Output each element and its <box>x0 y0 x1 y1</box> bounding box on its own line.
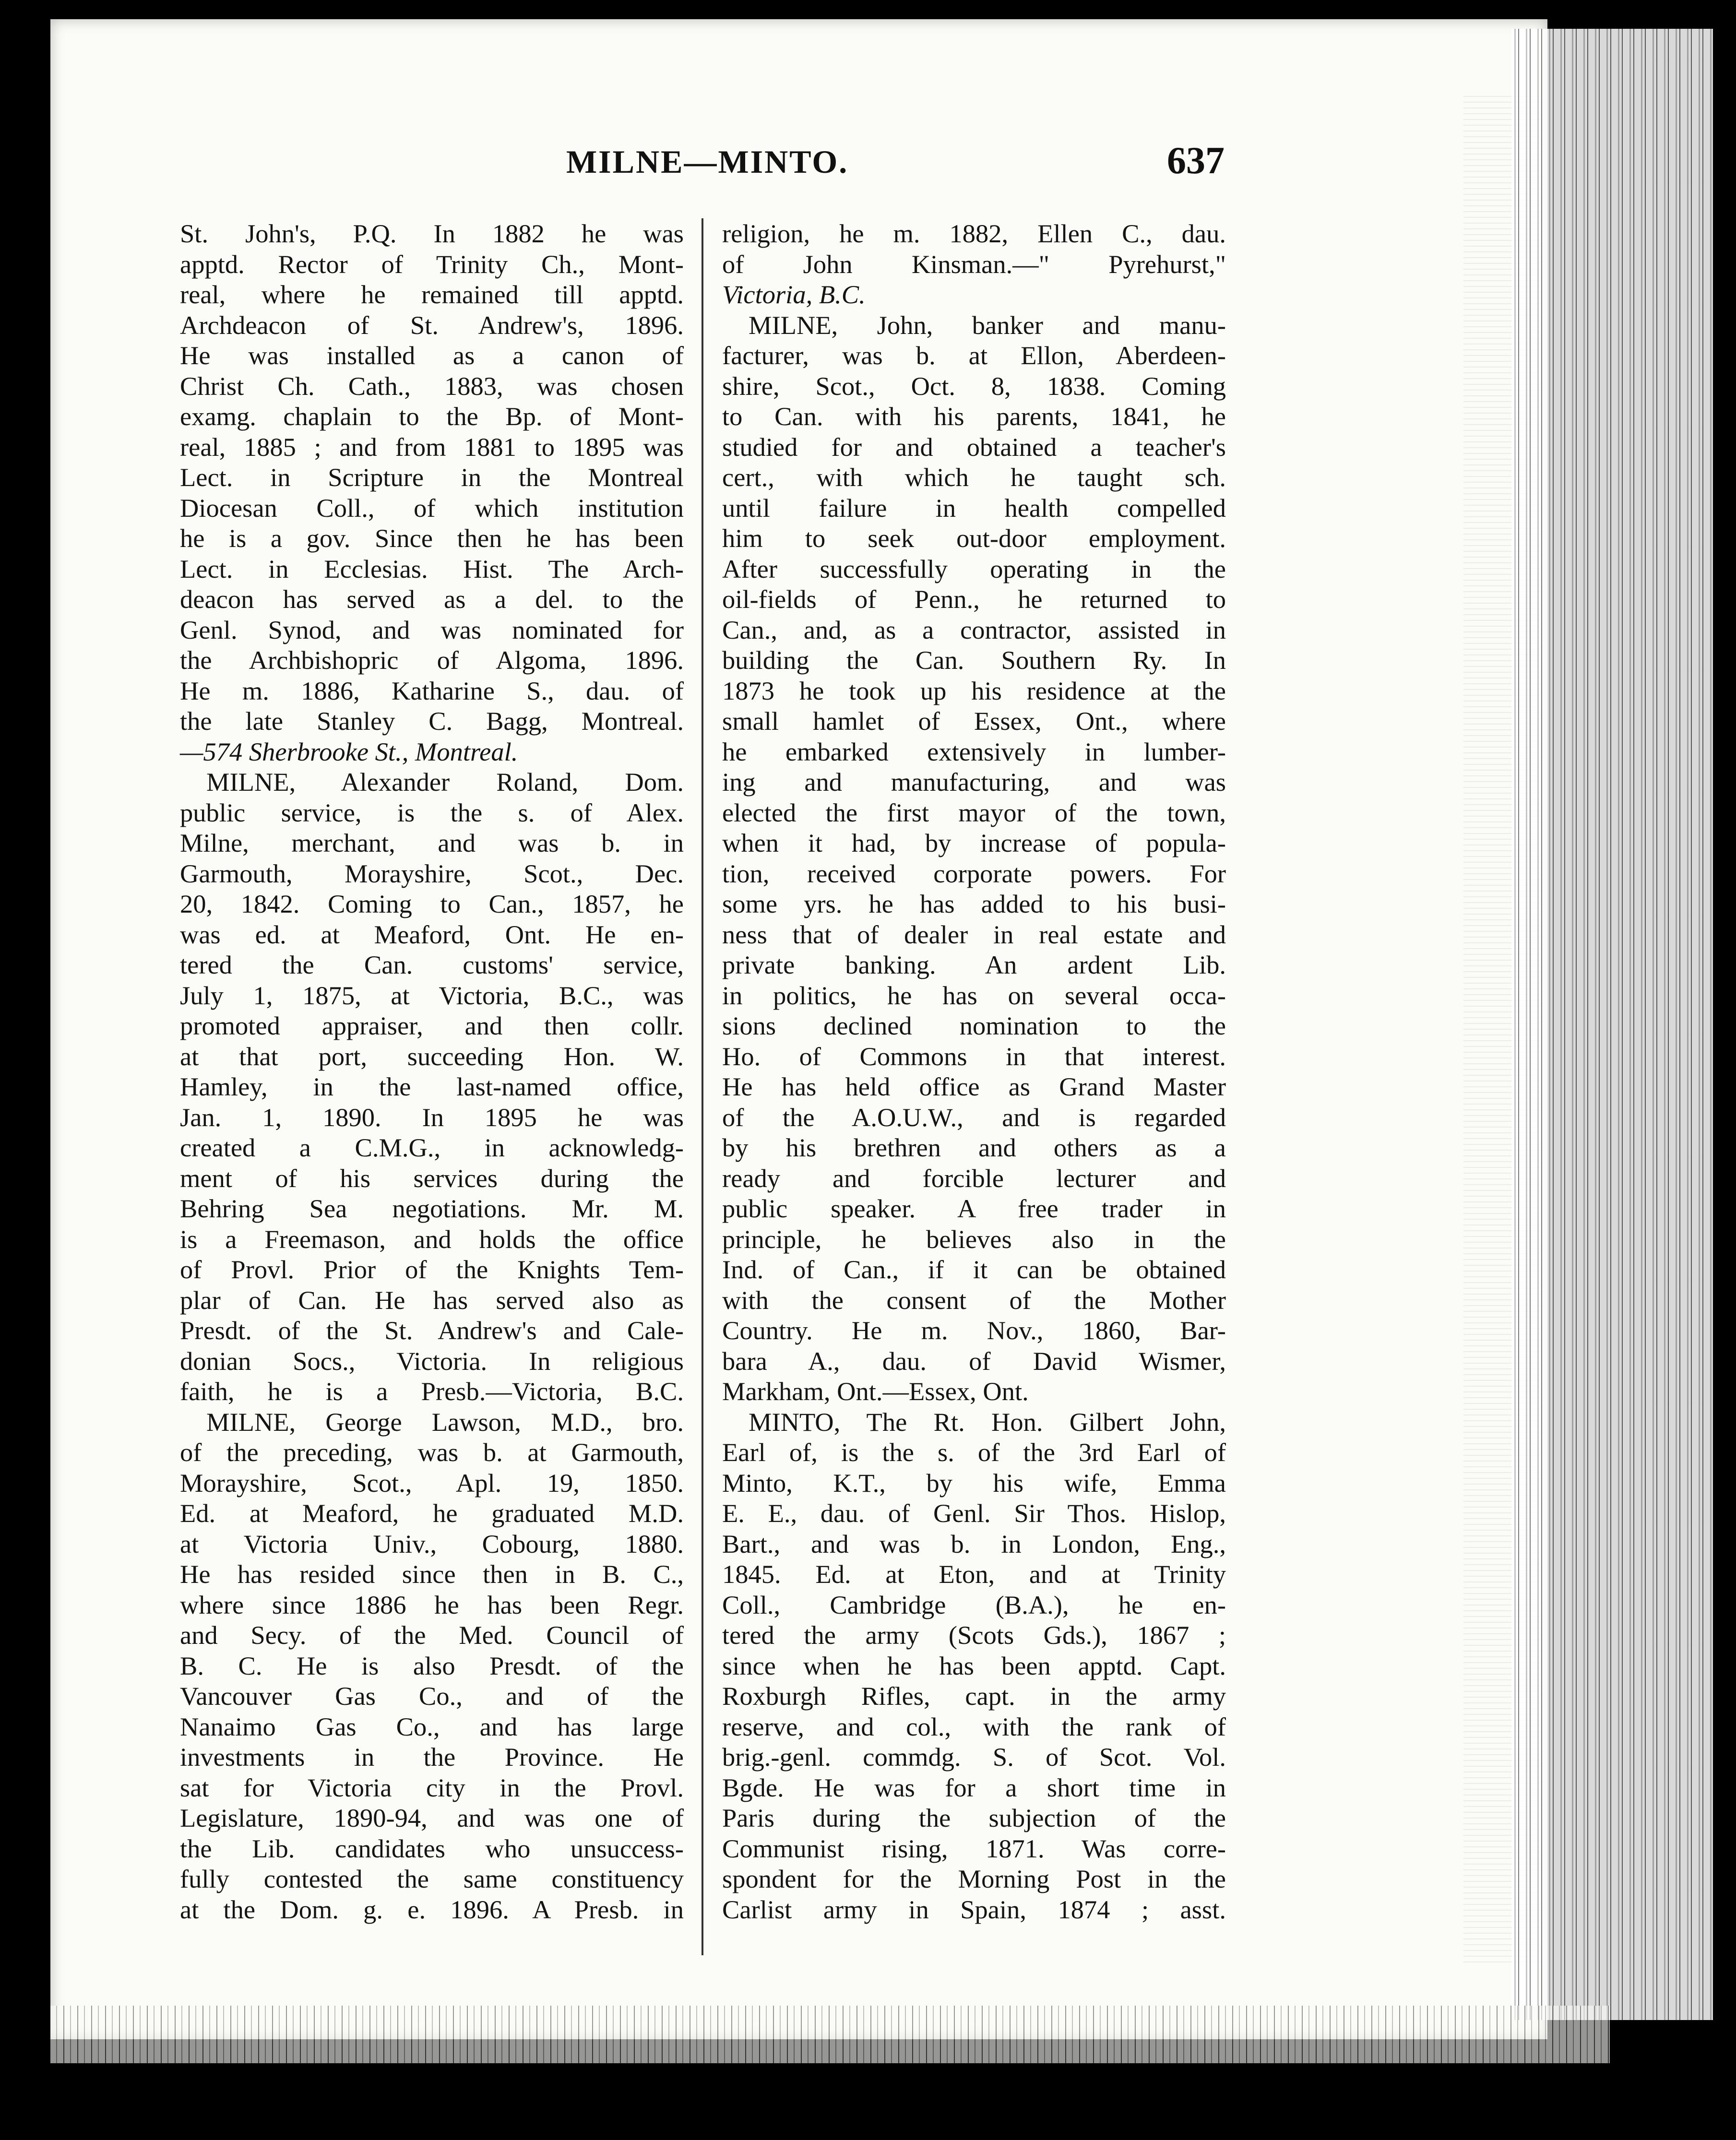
right-column-line: Ho. of Commons in that interest. <box>722 1041 1226 1071</box>
left-column-line: Archdeacon of St. Andrew's, 1896. <box>180 310 684 340</box>
right-column-line: public speaker. A free trader in <box>722 1194 1226 1223</box>
left-column-line: sat for Victoria city in the Provl. <box>180 1772 684 1802</box>
left-column-line: examg. chaplain to the Bp. of Mont- <box>180 402 684 431</box>
right-column-line: principle, he believes also in the <box>722 1224 1226 1254</box>
right-column-line: ness that of dealer in real estate and <box>722 919 1226 949</box>
left-column-line: —574 Sherbrooke St., Montreal. <box>180 737 518 766</box>
left-column-line: St. John's, P.Q. In 1882 he was <box>180 219 684 248</box>
right-column-line: building the Can. Southern Ry. In <box>722 645 1226 675</box>
right-column-line: some yrs. he has added to his busi- <box>722 889 1226 918</box>
left-column-line: Christ Ch. Cath., 1883, was chosen <box>180 371 684 401</box>
left-column-line: Vancouver Gas Co., and of the <box>180 1681 684 1711</box>
right-column-line: him to seek out-door employment. <box>722 523 1226 553</box>
left-column-line: Milne, merchant, and was b. in <box>180 828 684 857</box>
right-column-line: reserve, and col., with the rank of <box>722 1712 1226 1741</box>
running-head: MILNE—MINTO. <box>566 143 849 180</box>
right-column-line: by his brethren and others as a <box>722 1133 1226 1162</box>
right-column-line: Coll., Cambridge (B.A.), he en- <box>722 1590 1226 1619</box>
right-column-line: until failure in health compelled <box>722 493 1226 523</box>
left-column-line: is a Freemason, and holds the office <box>180 1224 684 1254</box>
left-column-line: Lect. in Scripture in the Montreal <box>180 463 684 492</box>
left-column-line: Garmouth, Morayshire, Scot., Dec. <box>180 858 684 888</box>
page-edge-stack <box>1511 29 1713 2020</box>
right-column-line: small hamlet of Essex, Ont., where <box>722 706 1226 736</box>
left-column-line: faith, he is a Presb.—Victoria, B.C. <box>180 1377 684 1406</box>
right-column-line: Minto, K.T., by his wife, Emma <box>722 1468 1226 1498</box>
left-column-line: He has resided since then in B. C., <box>180 1559 684 1589</box>
right-column-line: Can., and, as a contractor, assisted in <box>722 615 1226 644</box>
left-column-line: B. C. He is also Presdt. of the <box>180 1651 684 1680</box>
right-column-line: facturer, was b. at Ellon, Aberdeen- <box>722 341 1226 370</box>
left-column-line: Jan. 1, 1890. In 1895 he was <box>180 1102 684 1132</box>
left-column-line: July 1, 1875, at Victoria, B.C., was <box>180 980 684 1010</box>
right-column-line: Bart., and was b. in London, Eng., <box>722 1529 1226 1558</box>
right-column-line: sions declined nomination to the <box>722 1011 1226 1040</box>
left-column-line: He m. 1886, Katharine S., dau. of <box>180 676 684 705</box>
left-column-line: MILNE, Alexander Roland, Dom. <box>206 767 684 797</box>
right-column-line: ing and manufacturing, and was <box>722 767 1226 797</box>
left-column-line: deacon has served as a del. to the <box>180 584 684 614</box>
left-column-line: donian Socs., Victoria. In religious <box>180 1346 684 1376</box>
right-column-line: since when he has been apptd. Capt. <box>722 1651 1226 1680</box>
left-column-line: the Archbishopric of Algoma, 1896. <box>180 645 684 675</box>
right-column-line: Victoria, B.C. <box>722 280 866 309</box>
left-column-line: apptd. Rector of Trinity Ch., Mont- <box>180 249 684 279</box>
right-column-line: to Can. with his parents, 1841, he <box>722 402 1226 431</box>
right-column-line: tion, received corporate powers. For <box>722 858 1226 888</box>
left-column-line: created a C.M.G., in acknowledg- <box>180 1133 684 1162</box>
left-column-line: of Provl. Prior of the Knights Tem- <box>180 1255 684 1284</box>
right-column-line: MILNE, John, banker and manu- <box>749 310 1226 340</box>
right-column-line: studied for and obtained a teacher's <box>722 432 1226 462</box>
right-column-line: when it had, by increase of popula- <box>722 828 1226 857</box>
left-column-line: at Victoria Univ., Cobourg, 1880. <box>180 1529 684 1558</box>
page-number: 637 <box>1167 140 1225 182</box>
right-column-line: bara A., dau. of David Wismer, <box>722 1346 1226 1376</box>
right-column-line: Roxburgh Rifles, capt. in the army <box>722 1681 1226 1711</box>
left-column <box>180 218 684 1925</box>
left-column-line: tered the Can. customs' service, <box>180 950 684 979</box>
right-column-line: cert., with which he taught sch. <box>722 463 1226 492</box>
right-column-line: with the consent of the Mother <box>722 1285 1226 1315</box>
right-column-line: He has held office as Grand Master <box>722 1072 1226 1101</box>
left-column-line: and Secy. of the Med. Council of <box>180 1620 684 1650</box>
right-column-line: tered the army (Scots Gds.), 1867 ; <box>722 1620 1226 1650</box>
column-rule <box>702 218 703 1955</box>
right-column-line: After successfully operating in the <box>722 554 1226 583</box>
left-column-line: Ed. at Meaford, he graduated M.D. <box>180 1498 684 1528</box>
left-column-line: 20, 1842. Coming to Can., 1857, he <box>180 889 684 918</box>
left-column-line: was ed. at Meaford, Ont. He en- <box>180 919 684 949</box>
left-column-line: the late Stanley C. Bagg, Montreal. <box>180 706 684 736</box>
right-column-line: of the A.O.U.W., and is regarded <box>722 1102 1226 1132</box>
left-column-line: public service, is the s. of Alex. <box>180 797 684 827</box>
left-column-line: Presdt. of the St. Andrew's and Cale- <box>180 1316 684 1345</box>
left-column-line: Hamley, in the last-named office, <box>180 1072 684 1101</box>
right-column-line: Bgde. He was for a short time in <box>722 1772 1226 1802</box>
right-column-line: ready and forcible lecturer and <box>722 1163 1226 1193</box>
left-column-line: at the Dom. g. e. 1896. A Presb. in <box>180 1894 684 1924</box>
left-column-line: Lect. in Ecclesias. Hist. The Arch- <box>180 554 684 583</box>
right-column-line: Carlist army in Spain, 1874 ; asst. <box>722 1894 1226 1924</box>
left-column-line: Diocesan Coll., of which institution <box>180 493 684 523</box>
left-column-line: real, 1885 ; and from 1881 to 1895 was <box>180 432 684 462</box>
left-column-line: real, where he remained till apptd. <box>180 280 684 309</box>
left-column-line: Behring Sea negotiations. Mr. M. <box>180 1194 684 1223</box>
right-column-line: Earl of, is the s. of the 3rd Earl of <box>722 1438 1226 1467</box>
right-column-line: Country. He m. Nov., 1860, Bar- <box>722 1316 1226 1345</box>
left-column-line: investments in the Province. He <box>180 1742 684 1771</box>
left-column-line: where since 1886 he has been Regr. <box>180 1590 684 1619</box>
left-column-line: Legislature, 1890-94, and was one of <box>180 1803 684 1832</box>
right-column-line: shire, Scot., Oct. 8, 1838. Coming <box>722 371 1226 401</box>
right-column-line: MINTO, The Rt. Hon. Gilbert John, <box>749 1407 1226 1437</box>
left-column-line: Morayshire, Scot., Apl. 19, 1850. <box>180 1468 684 1498</box>
left-column-line: promoted appraiser, and then collr. <box>180 1011 684 1040</box>
right-column-line: in politics, he has on several occa- <box>722 980 1226 1010</box>
left-column-line: of the preceding, was b. at Garmouth, <box>180 1438 684 1467</box>
right-column-line: Markham, Ont.—Essex, Ont. <box>722 1377 1029 1406</box>
left-column-line: he is a gov. Since then he has been <box>180 523 684 553</box>
left-column-line: MILNE, George Lawson, M.D., bro. <box>206 1407 684 1437</box>
left-column-line: ment of his services during the <box>180 1163 684 1193</box>
left-column-line: at that port, succeeding Hon. W. <box>180 1041 684 1071</box>
right-column-line: spondent for the Morning Post in the <box>722 1864 1226 1893</box>
left-column-line: the Lib. candidates who unsuccess- <box>180 1833 684 1863</box>
right-column-line: Paris during the subjection of the <box>722 1803 1226 1832</box>
right-column-line: private banking. An ardent Lib. <box>722 950 1226 979</box>
right-column-line: religion, he m. 1882, Ellen C., dau. <box>722 219 1226 248</box>
left-column-line: He was installed as a canon of <box>180 341 684 370</box>
left-column-line: Nanaimo Gas Co., and has large <box>180 1712 684 1741</box>
right-column-line: Communist rising, 1871. Was corre- <box>722 1833 1226 1863</box>
right-column-line: 1873 he took up his residence at the <box>722 676 1226 705</box>
left-column-line: fully contested the same constituency <box>180 1864 684 1893</box>
right-column-line: Ind. of Can., if it can be obtained <box>722 1255 1226 1284</box>
right-column-line: he embarked extensively in lumber- <box>722 737 1226 766</box>
right-column-line: 1845. Ed. at Eton, and at Trinity <box>722 1559 1226 1589</box>
left-column-line: plar of Can. He has served also as <box>180 1285 684 1315</box>
left-column-line: Genl. Synod, and was nominated for <box>180 615 684 644</box>
bottom-edge-noise <box>50 2006 1610 2063</box>
right-column-line: of John Kinsman.—" Pyrehurst," <box>722 249 1226 279</box>
right-column-line: E. E., dau. of Genl. Sir Thos. Hislop, <box>722 1498 1226 1528</box>
right-column-line: brig.-genl. commdg. S. of Scot. Vol. <box>722 1742 1226 1771</box>
right-column-line: elected the first mayor of the town, <box>722 797 1226 827</box>
right-column <box>722 218 1226 1925</box>
right-column-line: oil-fields of Penn., he returned to <box>722 584 1226 614</box>
